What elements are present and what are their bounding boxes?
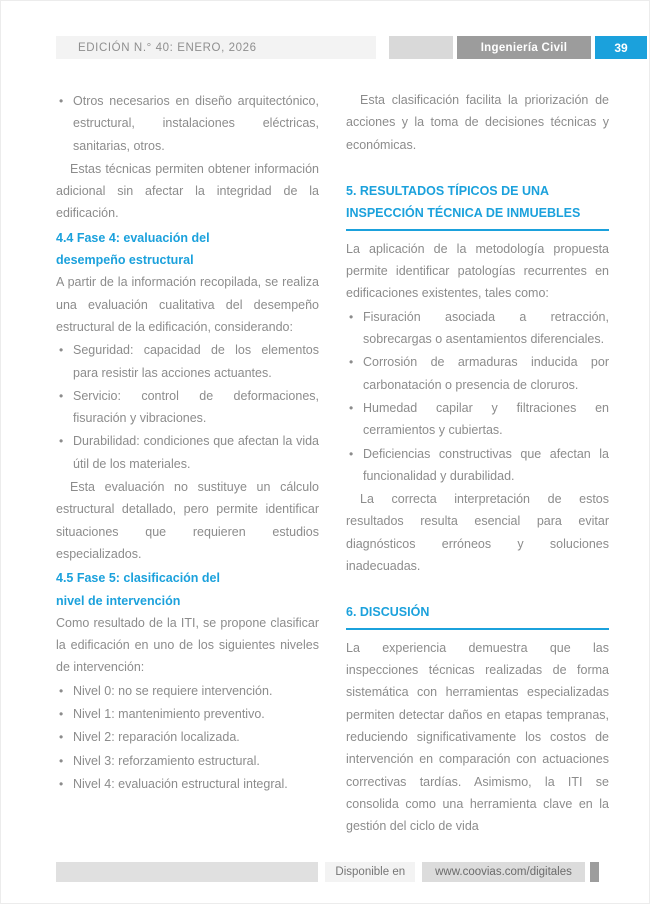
footer-end-square [590,862,599,882]
footer-available-label: Disponible en [325,862,415,882]
bullet-item: • Nivel 2: reparación localizada. [56,726,319,748]
paragraph: La aplicación de la metodología propuesta permite identificar patologías recurrentes en edificaciones existentes, tales como: [346,241,609,301]
subsection-heading: 4.4 Fase 4: evaluación del desempeño estructural [56,230,210,268]
paragraph: La experiencia demuestra que las inspecciones técnicas realizadas de forma sistemática con herramientas especializadas permiten detectar daños en etapas tempranas, reduciendo significativamente los costos de intervención en comparación con actuaciones correctivas tardías. Asimismo, la ITI se consolida como una herramienta clave en la gestión del ciclo de vida [346,640,609,834]
category-badge: Ingeniería Civil [457,36,591,59]
bullet-item: • Nivel 1: mantenimiento preventivo. [56,703,319,725]
bullet-item: • Fisuración asociada a retracción, sobrecargas o asentamientos diferenciales. [346,306,609,351]
page-footer [56,862,599,882]
section-heading: 6. DISCUSIÓN [346,601,609,630]
paragraph: Estas técnicas permiten obtener información adicional sin afectar la integridad de la edificación. [56,161,319,221]
left-column [56,89,319,838]
footer-bar [56,862,318,882]
bullet-list [56,680,319,795]
paragraph: La correcta interpretación de estos resultados resulta esencial para evitar diagnósticos erróneos y soluciones inadecuadas. [346,492,609,574]
bullet-item: • Corrosión de armaduras inducida por carbonatación o presencia de cloruros. [346,351,609,396]
right-column [346,89,609,838]
header-spacer-block [389,36,453,59]
article-body [56,89,609,838]
paragraph: A partir de la información recopilada, se realiza una evaluación cualitativa del desempeño estructural de la edificación, considerando: [56,275,319,334]
subsection-heading: 4.5 Fase 5: clasificación del nivel de intervención [56,571,220,608]
page-number-badge: 39 [595,36,647,59]
bullet-list [346,306,609,487]
paragraph: Esta evaluación no sustituye un cálculo estructural detallado, pero permite identificar situaciones que requieren estudios especializados. [56,480,319,561]
bullet-list [56,90,319,157]
bullet-list [56,339,319,475]
page-header [56,36,647,59]
bullet-item: • Otros necesarios en diseño arquitectónico, estructural, instalaciones eléctricas, sanitarias, otros. [56,90,319,157]
bullet-item: • Nivel 0: no se requiere intervención. [56,680,319,702]
section-heading: 5. RESULTADOS TÍPICOS DE UNA INSPECCIÓN TÉCNICA DE INMUEBLES [346,180,609,231]
paragraph: Como resultado de la ITI, se propone clasificar la edificación en uno de los siguientes niveles de intervención: [56,615,319,675]
edition-label: EDICIÓN N.° 40: ENERO, 2026 [56,36,376,59]
bullet-item: • Deficiencias constructivas que afectan la funcionalidad y durabilidad. [346,443,609,488]
bullet-item: • Seguridad: capacidad de los elementos para resistir las acciones actuantes. [56,339,319,384]
bullet-item: • Servicio: control de deformaciones, fisuración y vibraciones. [56,385,319,430]
bullet-item: • Humedad capilar y filtraciones en cerramientos y cubiertas. [346,397,609,442]
bullet-item: • Nivel 4: evaluación estructural integral. [56,773,319,795]
footer-url[interactable]: www.coovias.com/digitales [422,862,585,882]
paragraph: Esta clasificación facilita la priorización de acciones y la toma de decisiones técnicas y económicas. [346,93,609,152]
bullet-item: • Durabilidad: condiciones que afectan la vida útil de los materiales. [56,430,319,475]
bullet-item: • Nivel 3: reforzamiento estructural. [56,750,319,772]
